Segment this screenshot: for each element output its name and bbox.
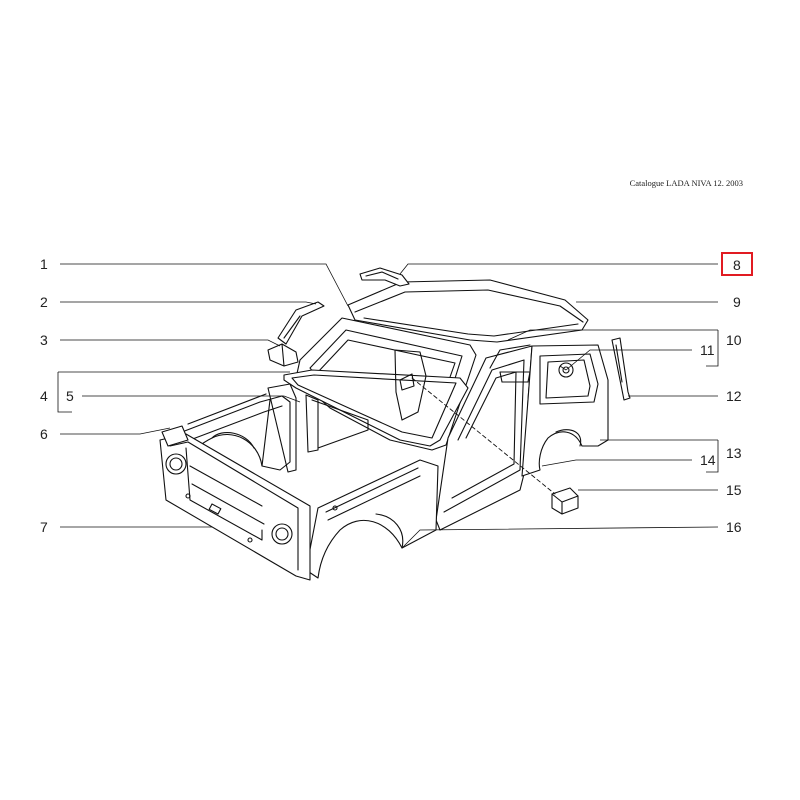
callout-4[interactable]: 4 [40, 388, 48, 404]
callout-9[interactable]: 9 [733, 294, 741, 310]
callout-5[interactable]: 5 [66, 388, 74, 404]
callout-16[interactable]: 16 [726, 519, 742, 535]
roof-rail [360, 268, 409, 286]
rear-pillar-trim [612, 338, 630, 400]
leader-6 [60, 428, 170, 434]
rear-quarter-panel [522, 345, 608, 476]
callout-6[interactable]: 6 [40, 426, 48, 442]
callout-11[interactable]: 11 [700, 342, 715, 358]
pillar-bracket [278, 302, 324, 344]
fuel-filler-box [552, 488, 578, 514]
callout-15[interactable]: 15 [726, 482, 742, 498]
callout-10[interactable]: 10 [726, 332, 742, 348]
leader-1 [60, 264, 348, 306]
leader-8 [400, 264, 718, 274]
callout-1[interactable]: 1 [40, 256, 48, 272]
leader-2 [60, 302, 316, 304]
front-side-member [306, 460, 438, 578]
callout-7[interactable]: 7 [40, 519, 48, 535]
corner-reinforcement [268, 344, 298, 366]
callout-2[interactable]: 2 [40, 294, 48, 310]
callout-12[interactable]: 12 [726, 388, 742, 404]
callout-14[interactable]: 14 [700, 452, 716, 468]
callout-3[interactable]: 3 [40, 332, 48, 348]
leader-3 [60, 340, 280, 346]
leader-14 [542, 460, 692, 466]
callout-8[interactable]: 8 [733, 257, 741, 273]
catalog-caption: Catalogue LADA NIVA 12. 2003 [629, 178, 743, 188]
callout-13[interactable]: 13 [726, 445, 742, 461]
leader-16 [402, 527, 718, 548]
